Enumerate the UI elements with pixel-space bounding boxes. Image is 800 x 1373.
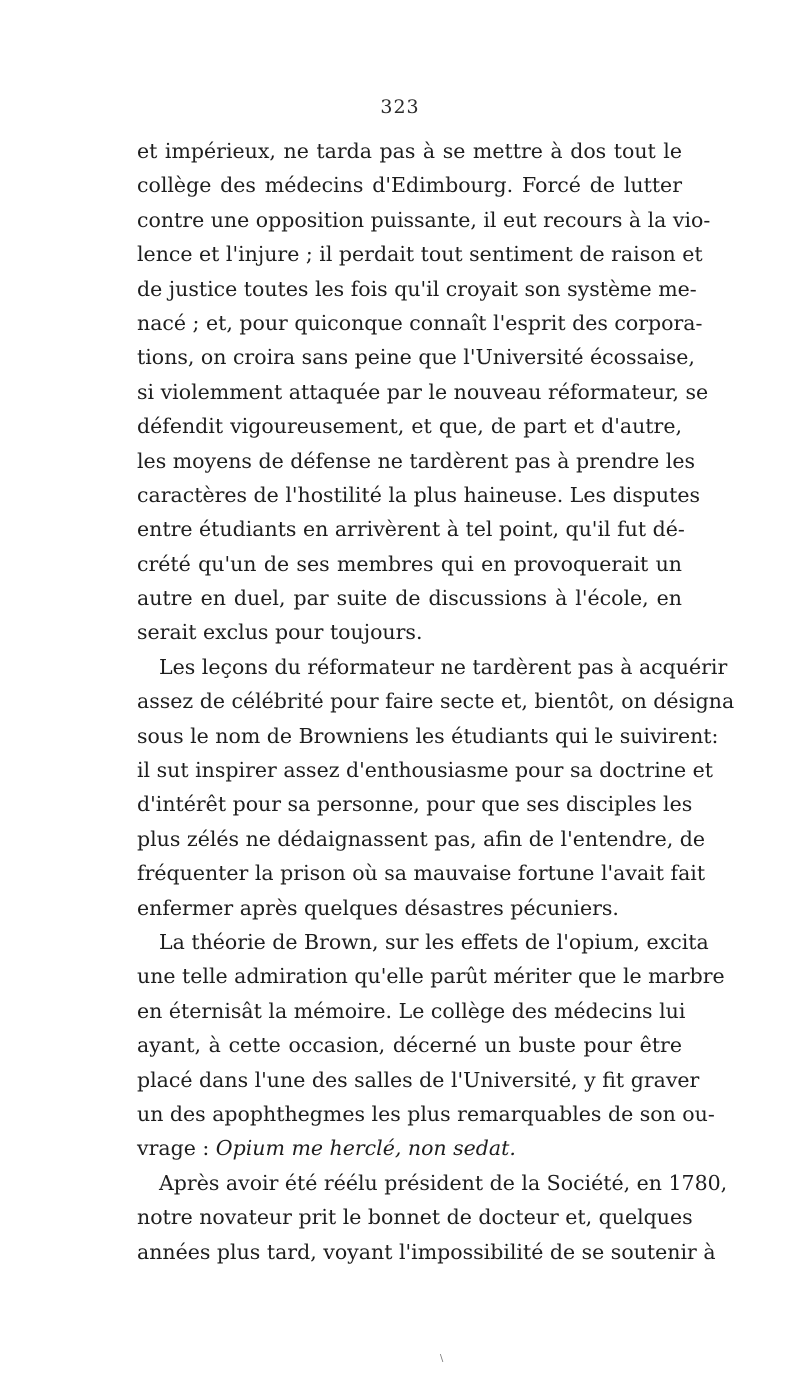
text-line xyxy=(137,1131,682,1165)
text-line: autre en duel, par suite de discussions à l'école, en xyxy=(137,586,682,611)
text-line: fréquenter la prison où sa mauvaise fortune l'avait fait xyxy=(137,861,706,886)
text-line: un des apophthegmes les plus remarquables de son ou- xyxy=(137,1101,715,1126)
body-text xyxy=(137,134,735,1269)
text-line: La théorie de Brown, sur les effets de l'opium, excita xyxy=(159,929,709,954)
text-line: il sut inspirer assez d'enthousiasme pour sa doctrine et xyxy=(137,758,714,783)
text-line: serait exclus pour toujours. xyxy=(137,620,423,645)
text-line: notre novateur prit le bonnet de docteur et, quelques xyxy=(137,1205,693,1230)
text-line: tions, on croira sans peine que l'Université écossaise, xyxy=(137,345,695,370)
page-number: 323 xyxy=(380,96,420,118)
text-line: placé dans l'une des salles de l'Université, y fit graver xyxy=(137,1067,700,1092)
text-line: enfermer après quelques désastres pécuniers. xyxy=(137,895,619,920)
text-line: Les leçons du réformateur ne tardèrent pas à acquérir xyxy=(159,654,728,679)
latin-quote: Opium me herclé, non sedat. xyxy=(215,1136,516,1161)
text-line: Après avoir été réélu président de la Société, en 1780, xyxy=(159,1170,728,1195)
text-line: les moyens de défense ne tardèrent pas à prendre les xyxy=(137,448,695,473)
text-line: nacé ; et, pour quiconque connaît l'esprit des corpora- xyxy=(137,310,703,335)
text-line: entre étudiants en arrivèrent à tel point, qu'il fut dé- xyxy=(137,517,685,542)
text-line: ayant, à cette occasion, décerné un buste pour être xyxy=(137,1033,682,1058)
text-line: de justice toutes les fois qu'il croyait son système me- xyxy=(137,276,697,301)
text-line: caractères de l'hostilité la plus haineuse. Les disputes xyxy=(137,482,700,507)
text-line: et impérieux, ne tarda pas à se mettre à dos tout le xyxy=(137,139,682,163)
text-line: une telle admiration qu'elle parût mériter que le marbre xyxy=(137,964,725,989)
text-line: d'intérêt pour sa personne, pour que ses disciples les xyxy=(137,792,693,817)
text-line: collège des médecins d'Edimbourg. Forcé de lutter xyxy=(137,173,682,198)
text-line: en éternisât la mémoire. Le collège des médecins lui xyxy=(137,998,686,1023)
text-line: années plus tard, voyant l'impossibilité de se soutenir à xyxy=(137,1239,716,1264)
text-line: crété qu'un de ses membres qui en provoquerait un xyxy=(137,551,682,576)
scan-mark: ∖ xyxy=(438,1354,445,1365)
text-line-roman: vrage : xyxy=(137,1136,216,1161)
text-line: sous le nom de Browniens les étudiants qui le suivirent: xyxy=(137,723,719,748)
text-line: défendit vigoureusement, et que, de part et d'autre, xyxy=(137,414,682,439)
text-line: lence et l'injure ; il perdait tout sentiment de raison et xyxy=(137,242,703,267)
text-line: contre une opposition puissante, il eut recours à la vio- xyxy=(137,207,711,232)
text-line: si violemment attaquée par le nouveau réformateur, se xyxy=(137,379,709,404)
text-line: assez de célébrité pour faire secte et, bientôt, on désigna xyxy=(137,689,735,714)
text-line: plus zélés ne dédaignassent pas, afin de l'entendre, de xyxy=(137,826,705,851)
